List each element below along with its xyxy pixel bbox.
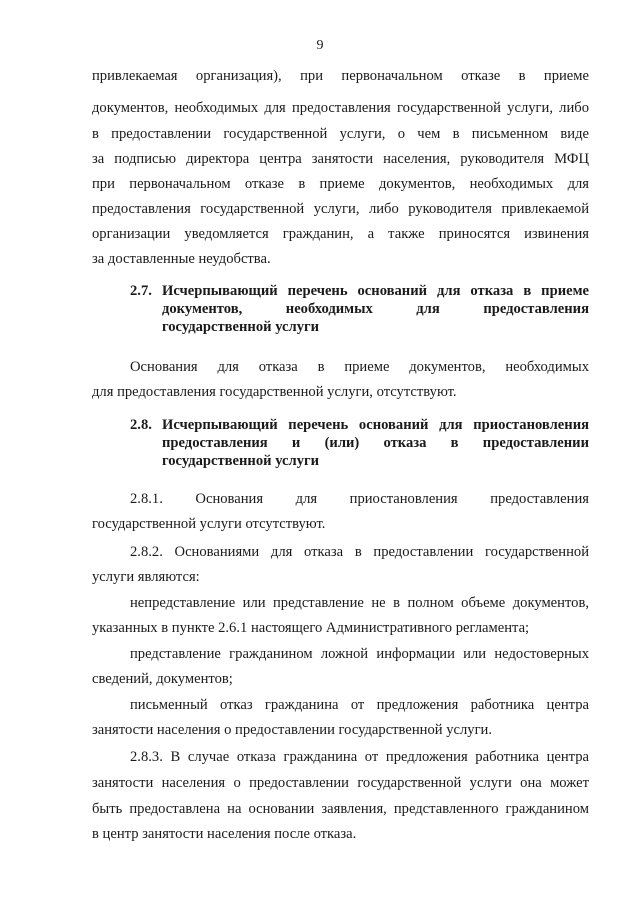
- text-line: при первоначальном отказе в приеме документов, необходимых для: [92, 176, 589, 192]
- text-line: за доставленные неудобства.: [92, 251, 271, 267]
- text-line: организации уведомляется гражданин, а также приносятся извинения: [92, 226, 589, 242]
- text-line: предоставления государственной услуги, либо руководителя привлекаемой: [92, 201, 589, 217]
- page-number: 9: [316, 38, 324, 53]
- text-line: сведений, документов;: [92, 671, 233, 687]
- text-line: 2.8.2. Основаниями для отказа в предоставлении государственной: [130, 544, 589, 560]
- text-line: быть предоставлена на основании заявления, представленного гражданином: [92, 801, 589, 817]
- text-line: привлекаемая организация), при первоначальном отказе в приеме: [92, 68, 589, 84]
- text-line: государственной услуги отсутствуют.: [92, 516, 326, 532]
- text-line: 2.8.3. В случае отказа гражданина от предложения работника центра: [130, 749, 589, 765]
- text-line: документов, необходимых для предоставления государственной услуги, либо: [92, 100, 589, 116]
- text-line: в центр занятости населения после отказа.: [92, 826, 357, 842]
- text-line: за подписью директора центра занятости населения, руководителя МФЦ: [92, 151, 589, 167]
- heading-line: Исчерпывающий перечень оснований для отказа в приеме: [162, 283, 589, 299]
- text-line: занятости населения о предоставлении государственной услуги.: [92, 722, 493, 738]
- section-number: 2.8.: [130, 417, 152, 433]
- text-line: 2.8.1. Основания для приостановления предоставления: [130, 491, 589, 507]
- text-line: для предоставления государственной услуги, отсутствуют.: [92, 384, 457, 400]
- section-number: 2.7.: [130, 283, 152, 299]
- heading-line: документов, необходимых для предоставления: [162, 301, 589, 317]
- heading-line: предоставления и (или) отказа в предоставлении: [162, 435, 589, 451]
- text-line: занятости населения о предоставлении государственной услуги она может: [92, 775, 589, 791]
- heading-line: государственной услуги: [162, 453, 320, 469]
- heading-line: государственной услуги: [162, 319, 320, 335]
- text-line: письменный отказ гражданина от предложения работника центра: [130, 697, 589, 713]
- text-line: указанных в пункте 2.6.1 настоящего Административного регламента;: [92, 620, 530, 636]
- text-line: представление гражданином ложной информации или недостоверных: [130, 646, 589, 662]
- text-line: Основания для отказа в приеме документов, необходимых: [130, 359, 589, 375]
- text-line: непредставление или представление не в полном объеме документов,: [130, 595, 589, 611]
- text-line: в предоставлении государственной услуги, о чем в письменном виде: [92, 126, 589, 142]
- heading-line: Исчерпывающий перечень оснований для приостановления: [162, 417, 589, 433]
- text-line: услуги являются:: [92, 569, 200, 585]
